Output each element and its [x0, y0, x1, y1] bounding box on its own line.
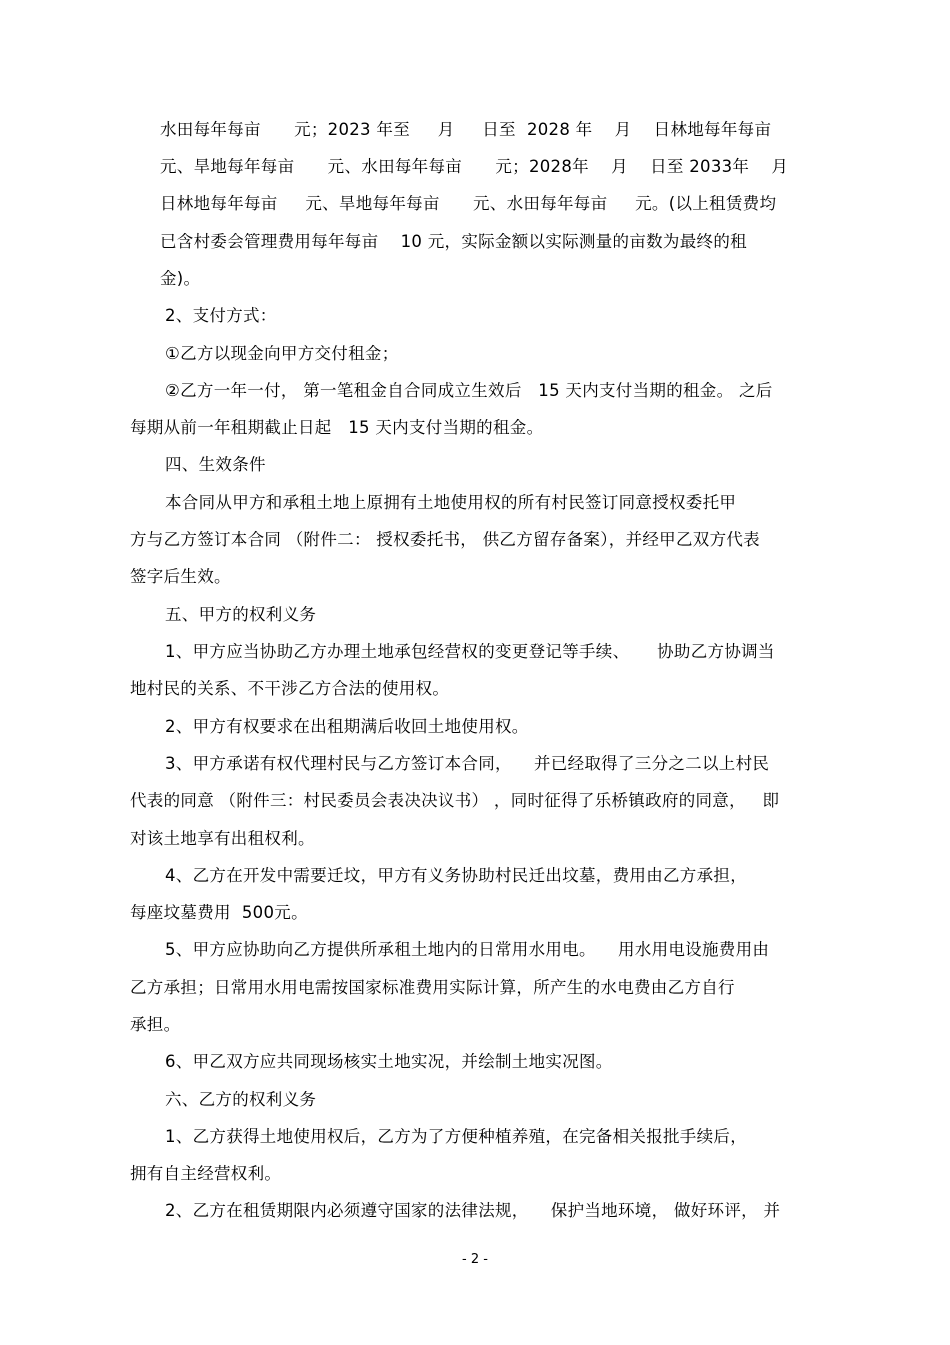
section-heading: 四、生效条件 [165, 455, 266, 474]
text-line: 1、甲方应当协助乙方办理土地承包经营权的变更登记等手续、 协助乙方协调当 [165, 642, 775, 661]
text-line: ②乙方一年一付， 第一笔租金自合同成立生效后 15 天内支付当期的租金。 之后 [165, 381, 773, 400]
text-line: 水田每年每亩 元；2023 年至 月 日至 2028 年 月 日林地每年每亩 [160, 120, 772, 139]
text-line: 4、乙方在开发中需要迁坟，甲方有义务协助村民迁出坟墓，费用由乙方承担， [165, 866, 747, 885]
text-line: 本合同从甲方和承租土地上原拥有土地使用权的所有村民签订同意授权委托甲 [165, 493, 737, 512]
text-line: 2、甲方有权要求在出租期满后收回土地使用权。 [165, 717, 529, 736]
text-line: 1、乙方获得土地使用权后，乙方为了方便种植养殖，在完备相关报批手续后， [165, 1127, 747, 1146]
text-line: 5、甲方应协助向乙方提供所承租土地内的日常用水用电。 用水用电设施费用由 [165, 940, 770, 959]
text-line: 3、甲方承诺有权代理村民与乙方签订本合同， 并已经取得了三分之二以上村民 [165, 754, 770, 773]
page-number: - 2 - [462, 1252, 488, 1267]
text-line: 每期从前一年租期截止日起 15 天内支付当期的租金。 [130, 418, 544, 437]
text-line: 金)。 [160, 269, 201, 288]
text-line: 方与乙方签订本合同 （附件二： 授权委托书， 供乙方留存备案），并经甲乙双方代表 [130, 530, 760, 549]
text-line: 元、旱地每年每亩 元、水田每年每亩 元；2028年 月 日至 2033年 月 [160, 157, 789, 176]
text-line: 对该土地享有出租权利。 [130, 829, 315, 848]
text-line: 乙方承担；日常用水用电需按国家标准费用实际计算，所产生的水电费由乙方自行 [130, 978, 735, 997]
text-line: 日林地每年每亩 元、旱地每年每亩 元、水田每年每亩 元。(以上租赁费均 [160, 194, 777, 213]
text-line: 地村民的关系、不干涉乙方合法的使用权。 [130, 679, 450, 698]
text-line: 每座坟墓费用 500元。 [130, 903, 308, 922]
text-line: 6、甲乙双方应共同现场核实土地实况，并绘制土地实况图。 [165, 1052, 613, 1071]
text-line: 2、支付方式： [165, 306, 277, 325]
text-line: ①乙方以现金向甲方交付租金； [165, 344, 399, 363]
text-line: 拥有自主经营权利。 [130, 1164, 282, 1183]
text-line: 承担。 [130, 1015, 181, 1034]
section-heading: 五、甲方的权利义务 [165, 605, 317, 624]
text-line: 已含村委会管理费用每年每亩 10 元，实际金额以实际测量的亩数为最终的租 [160, 232, 747, 251]
text-line: 签字后生效。 [130, 567, 231, 586]
text-line: 代表的同意 （附件三：村民委员会表决决议书） ，同时征得了乐桥镇政府的同意， 即 [130, 791, 780, 810]
text-line: 2、乙方在租赁期限内必须遵守国家的法律法规， 保护当地环境， 做好环评， 并 [165, 1201, 781, 1220]
section-heading: 六、乙方的权利义务 [165, 1090, 317, 1109]
